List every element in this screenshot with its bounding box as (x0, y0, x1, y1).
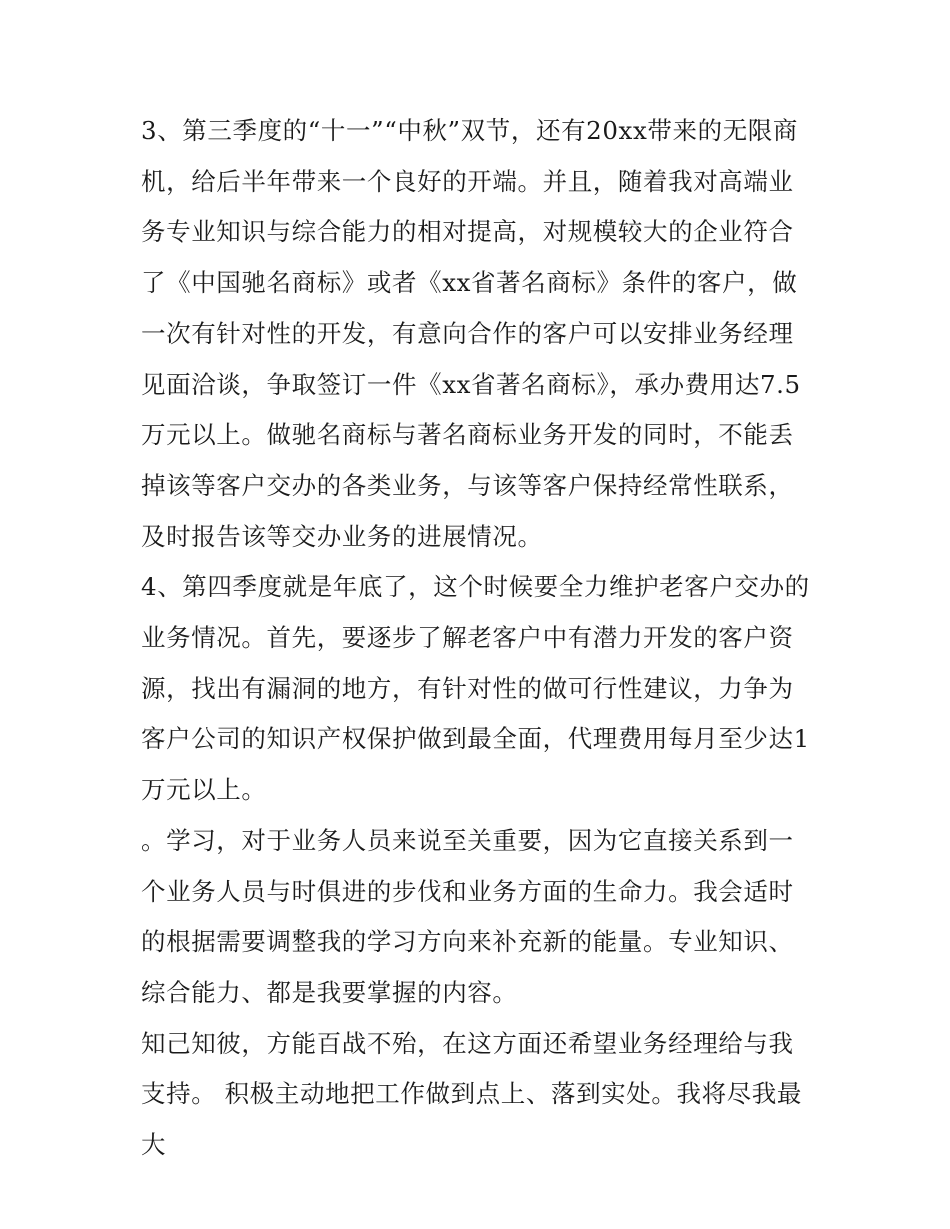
paragraph-q4-plan: 4、第四季度就是年底了，这个时候要全力维护老客户交办的业务情况。首先，要逐步了解老客户中有潜力开发的客户资源，找出有漏洞的地方，有针对性的做可行性建议，力争为客户公司的知识产权保护做到最全面，代理费用每月至少达1万元以上。 (141, 572, 810, 805)
paragraph-learning: 。学习，对于业务人员来说至关重要，因为它直接关系到一个业务人员与时俱进的步伐和业务方面的生命力。我会适时的根据需要调整我的学习方向来补充新的能量。专业知识、综合能力、都是我要掌握的内容。 (141, 825, 794, 1007)
document-body (141, 106, 813, 1171)
paragraph-closing: 知己知彼，方能百战不殆，在这方面还希望业务经理给与我支持。 积极主动地把工作做到点上、落到实处。我将尽我最大 (141, 1028, 802, 1160)
paragraph-q3-plan: 3、第三季度的“十一”“中秋”双节，还有20xx带来的无限商机，给后半年带来一个良好的开端。并且，随着我对高端业务专业知识与综合能力的相对提高，对规模较大的企业符合了《中国驰名商标》或者《xx省著名商标》条件的客户，做一次有针对性的开发，有意向合作的客户可以安排业务经理见面洽谈，争取签订一件《xx省著名商标》，承办费用达7.5万元以上。做驰名商标与著名商标业务开发的同时，不能丢掉该等客户交办的各类业务，与该等客户保持经常性联系，及时报告该等交办业务的进展情况。 (141, 116, 801, 551)
